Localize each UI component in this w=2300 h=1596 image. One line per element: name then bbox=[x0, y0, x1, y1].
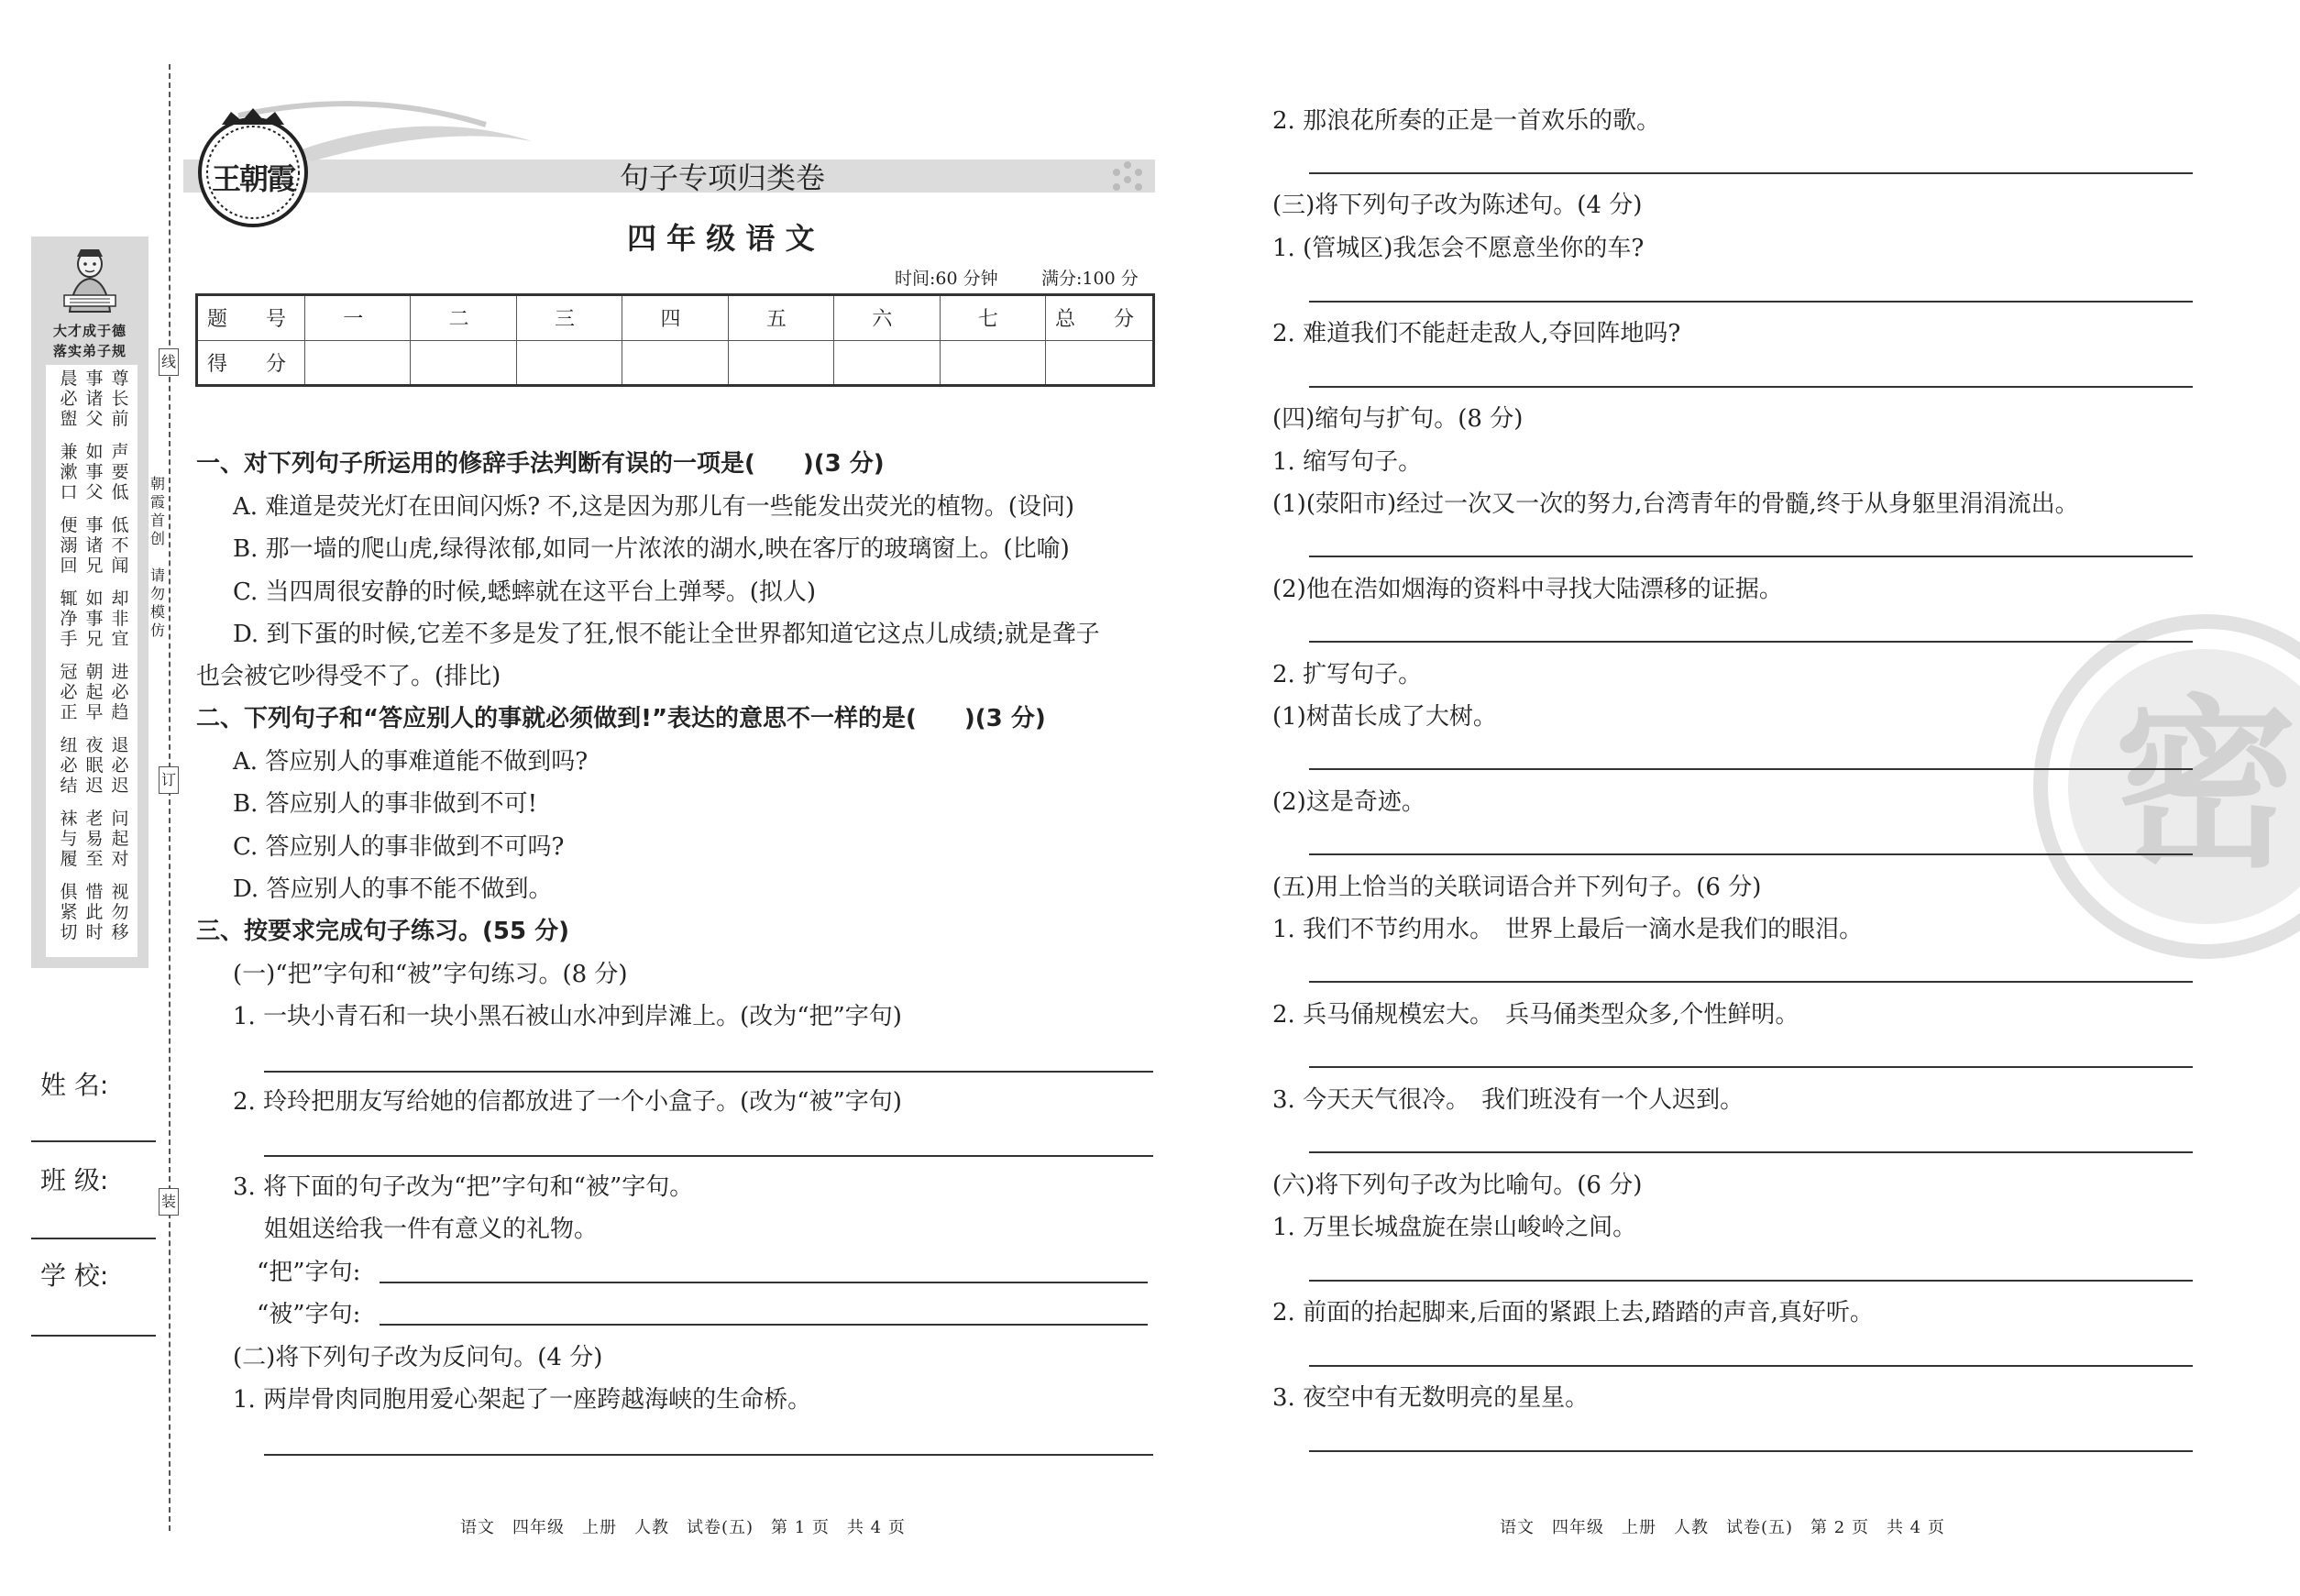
subject-title: 句子专项归类卷 bbox=[620, 160, 826, 195]
section1-q2: 2. 玲玲把朋友写给她的信都放进了一个小盒子。(改为“被”字句) bbox=[233, 1088, 902, 1116]
q1-title: 一、对下列句子所运用的修辞手法判断有误的一项是( )(3 分) bbox=[196, 450, 885, 478]
motto-verse-column: 惜此时 bbox=[85, 882, 104, 942]
section5-q1: 1. 我们不节约用水。 世界上最后一滴水是我们的眼泪。 bbox=[1272, 916, 1864, 943]
score-cell[interactable] bbox=[411, 340, 516, 386]
answer-line[interactable] bbox=[1309, 853, 2193, 855]
motto-verses bbox=[46, 365, 138, 957]
section2-q2: 2. 那浪花所奏的正是一首欢乐的歌。 bbox=[1272, 107, 1661, 135]
score-table-header: 三 bbox=[516, 295, 622, 341]
motto-line-1: 大才成于德 bbox=[52, 323, 127, 339]
binding-mark-bottom: 装 bbox=[159, 1188, 179, 1216]
motto-verse-column: 俱紧切 bbox=[60, 882, 78, 942]
score-cell[interactable] bbox=[305, 340, 411, 386]
motto-verse-column: 低不闻 bbox=[111, 515, 129, 576]
score-table-header: 二 bbox=[411, 295, 516, 341]
score-table-header: 六 bbox=[834, 295, 940, 341]
motto-verse-column: 视勿移 bbox=[111, 882, 129, 942]
q2-title: 二、下列句子和“答应别人的事就必须做到!”表达的意思不一样的是( )(3 分) bbox=[196, 705, 1046, 732]
motto-verse-column: 夜眠迟 bbox=[85, 735, 104, 796]
q2-option-b: B. 答应别人的事非做到不可! bbox=[233, 790, 538, 818]
answer-line[interactable] bbox=[264, 1071, 1153, 1073]
motto-verse-column: 尊长前 bbox=[111, 369, 129, 429]
motto-verse-column: 纽必结 bbox=[60, 735, 78, 796]
name-field[interactable] bbox=[31, 1140, 156, 1142]
motto-verse-column: 如事父 bbox=[85, 442, 104, 502]
section5-q2: 2. 兵马俑规模宏大。 兵马俑类型众多,个性鲜明。 bbox=[1272, 1001, 1799, 1029]
section2-q1: 1. 两岸骨肉同胞用爱心架起了一座跨越海峡的生命桥。 bbox=[233, 1386, 812, 1414]
answer-line[interactable] bbox=[1309, 172, 2193, 174]
score-table-header: 题 号 bbox=[197, 295, 305, 341]
answer-line[interactable] bbox=[1309, 301, 2193, 303]
section1-q1: 1. 一块小青石和一块小黑石被山水冲到岸滩上。(改为“把”字句) bbox=[233, 1003, 902, 1030]
score-table-header-row bbox=[197, 295, 1154, 341]
section2-title: (二)将下列句子改为反问句。(4 分) bbox=[233, 1344, 603, 1371]
score-info: 满分:100 分 bbox=[1041, 269, 1139, 289]
q1-option-b: B. 那一墙的爬山虎,绿得浓郁,如同一片浓浓的湖水,映在客厅的玻璃窗上。(比喻) bbox=[233, 535, 1070, 563]
answer-line[interactable] bbox=[1309, 1365, 2193, 1367]
binding-mark-middle: 订 bbox=[159, 766, 179, 794]
score-cell[interactable] bbox=[728, 340, 833, 386]
score-table-header: 四 bbox=[622, 295, 728, 341]
answer-line[interactable] bbox=[1309, 981, 2193, 983]
section6-q2: 2. 前面的抬起脚来,后面的紧跟上去,踏踏的声音,真好听。 bbox=[1272, 1299, 1874, 1326]
school-field[interactable] bbox=[31, 1335, 156, 1337]
section4-q2: 2. 扩写句子。 bbox=[1272, 661, 1423, 688]
motto-verse-column: 事诸父 bbox=[85, 369, 104, 429]
side-motto-panel bbox=[31, 237, 149, 968]
q2-option-a: A. 答应别人的事难道能不做到吗? bbox=[233, 748, 589, 776]
section4-q2-1: (1)树苗长成了大树。 bbox=[1272, 703, 1497, 731]
binding-note-2: 请勿模仿 bbox=[149, 567, 165, 639]
school-label: 学 校: bbox=[40, 1260, 109, 1291]
motto-verse-column: 问起对 bbox=[111, 809, 129, 869]
binding-mark-top: 线 bbox=[159, 348, 179, 376]
q1-option-d: D. 到下蛋的时候,它差不多是发了狂,恨不能让全世界都知道它这点儿成绩;就是聋子 bbox=[233, 621, 1100, 648]
binding-note-1: 朝霞首创 bbox=[149, 475, 165, 547]
section6-q1: 1. 万里长城盘旋在崇山峻岭之间。 bbox=[1272, 1214, 1637, 1241]
motto-line-2: 落实弟子规 bbox=[52, 343, 127, 359]
score-table bbox=[195, 293, 1155, 387]
watermark-text: 密 bbox=[2113, 679, 2297, 893]
answer-line[interactable] bbox=[1309, 556, 2193, 557]
class-field[interactable] bbox=[31, 1238, 156, 1239]
q3-title: 三、按要求完成句子练习。(55 分) bbox=[196, 918, 569, 945]
answer-line[interactable] bbox=[1309, 1450, 2193, 1452]
publisher-logo bbox=[194, 108, 312, 229]
motto-verse-column: 冠必正 bbox=[60, 662, 78, 722]
score-table-header: 七 bbox=[940, 295, 1045, 341]
motto-verse-column: 老易至 bbox=[85, 809, 104, 869]
binding-dashed-line bbox=[169, 64, 171, 1531]
name-label: 姓 名: bbox=[40, 1070, 109, 1100]
motto-verse-column: 辄净手 bbox=[60, 589, 78, 649]
scholar-illustration bbox=[57, 244, 123, 317]
section3-q1: 1. (管城区)我怎会不愿意坐你的车? bbox=[1272, 235, 1645, 262]
ba-sentence-label: “把”字句: bbox=[257, 1259, 361, 1286]
class-label: 班 级: bbox=[40, 1165, 109, 1195]
section5-title: (五)用上恰当的关联词语合并下列句子。(6 分) bbox=[1272, 874, 1762, 901]
left-page-footer: 语文 四年级 上册 人教 试卷(五) 第 1 页 共 4 页 bbox=[460, 1518, 906, 1537]
section1-q3: 3. 将下面的句子改为“把”字句和“被”字句。 bbox=[233, 1173, 694, 1201]
score-cell[interactable] bbox=[516, 340, 622, 386]
section1-title: (一)“把”字句和“被”字句练习。(8 分) bbox=[233, 961, 628, 988]
score-cell[interactable] bbox=[622, 340, 728, 386]
score-row-label: 得 分 bbox=[197, 340, 305, 386]
logo-text: 王朝霞 bbox=[211, 161, 294, 196]
section3-title: (三)将下列句子改为陈述句。(4 分) bbox=[1272, 192, 1643, 219]
motto-verse-column: 声要低 bbox=[111, 442, 129, 502]
section4-q1: 1. 缩写句子。 bbox=[1272, 448, 1423, 476]
motto-verse-column: 袜与履 bbox=[60, 809, 78, 869]
section1-q3-sentence: 姐姐送给我一件有意义的礼物。 bbox=[264, 1216, 599, 1243]
score-table-score-row bbox=[197, 340, 1154, 386]
score-cell[interactable] bbox=[940, 340, 1045, 386]
answer-line[interactable] bbox=[1309, 386, 2193, 388]
motto-verse-column: 退必迟 bbox=[111, 735, 129, 796]
q1-option-d-cont: 也会被它吵得受不了。(排比) bbox=[196, 663, 501, 690]
q1-option-c: C. 当四周很安静的时候,蟋蟀就在这平台上弹琴。(拟人) bbox=[233, 578, 817, 606]
section4-q2-2: (2)这是奇迹。 bbox=[1272, 788, 1425, 816]
time-info: 时间:60 分钟 bbox=[895, 269, 998, 289]
score-cell[interactable] bbox=[834, 340, 940, 386]
section4-q1-2: (2)他在浩如烟海的资料中寻找大陆漂移的证据。 bbox=[1272, 576, 1783, 603]
motto-verse-column: 如事兄 bbox=[85, 589, 104, 649]
confidential-watermark bbox=[2026, 612, 2300, 961]
motto-verse-column: 兼漱口 bbox=[60, 442, 78, 502]
score-table-header: 总 分 bbox=[1046, 295, 1154, 341]
section5-q3: 3. 今天天气很冷。 我们班没有一个人迟到。 bbox=[1272, 1086, 1744, 1114]
motto-verse-column: 晨必盥 bbox=[60, 369, 78, 429]
q2-option-d: D. 答应别人的事不能不做到。 bbox=[233, 875, 553, 903]
q2-option-c: C. 答应别人的事非做到不可吗? bbox=[233, 833, 565, 861]
section4-q1-1: (1)(荥阳市)经过一次又一次的努力,台湾青年的骨髓,终于从身躯里涓涓流出。 bbox=[1272, 490, 2079, 518]
motto-verse-column: 便溺回 bbox=[60, 515, 78, 576]
answer-line[interactable] bbox=[1309, 641, 2193, 643]
q1-option-a: A. 难道是荧光灯在田间闪烁? 不,这是因为那儿有一些能发出荧光的植物。(设问) bbox=[233, 493, 1075, 521]
answer-line[interactable] bbox=[1309, 1280, 2193, 1282]
motto-verse-column: 事诸兄 bbox=[85, 515, 104, 576]
answer-line[interactable] bbox=[264, 1454, 1153, 1456]
score-table-header: 五 bbox=[728, 295, 833, 341]
motto-verse-column: 却非宜 bbox=[111, 589, 129, 649]
motto-verse-column: 朝起早 bbox=[85, 662, 104, 722]
bei-sentence-label: “被”字句: bbox=[257, 1301, 361, 1328]
answer-line[interactable] bbox=[1309, 768, 2193, 770]
grade-title: 四 年 级 语 文 bbox=[627, 221, 815, 256]
score-table-header: 一 bbox=[305, 295, 411, 341]
motto-verse-column: 进必趋 bbox=[111, 662, 129, 722]
answer-line[interactable] bbox=[264, 1155, 1153, 1157]
answer-line[interactable] bbox=[1309, 1066, 2193, 1068]
section3-q2: 2. 难道我们不能赶走敌人,夺回阵地吗? bbox=[1272, 320, 1681, 347]
section4-title: (四)缩句与扩句。(8 分) bbox=[1272, 405, 1524, 433]
score-cell[interactable] bbox=[1046, 340, 1154, 386]
ba-answer-line[interactable] bbox=[380, 1282, 1148, 1283]
answer-line[interactable] bbox=[1309, 1151, 2193, 1153]
bei-answer-line[interactable] bbox=[380, 1324, 1148, 1326]
section6-q3: 3. 夜空中有无数明亮的星星。 bbox=[1272, 1384, 1590, 1412]
right-page-footer: 语文 四年级 上册 人教 试卷(五) 第 2 页 共 4 页 bbox=[1500, 1518, 1945, 1537]
section6-title: (六)将下列句子改为比喻句。(6 分) bbox=[1272, 1172, 1643, 1199]
